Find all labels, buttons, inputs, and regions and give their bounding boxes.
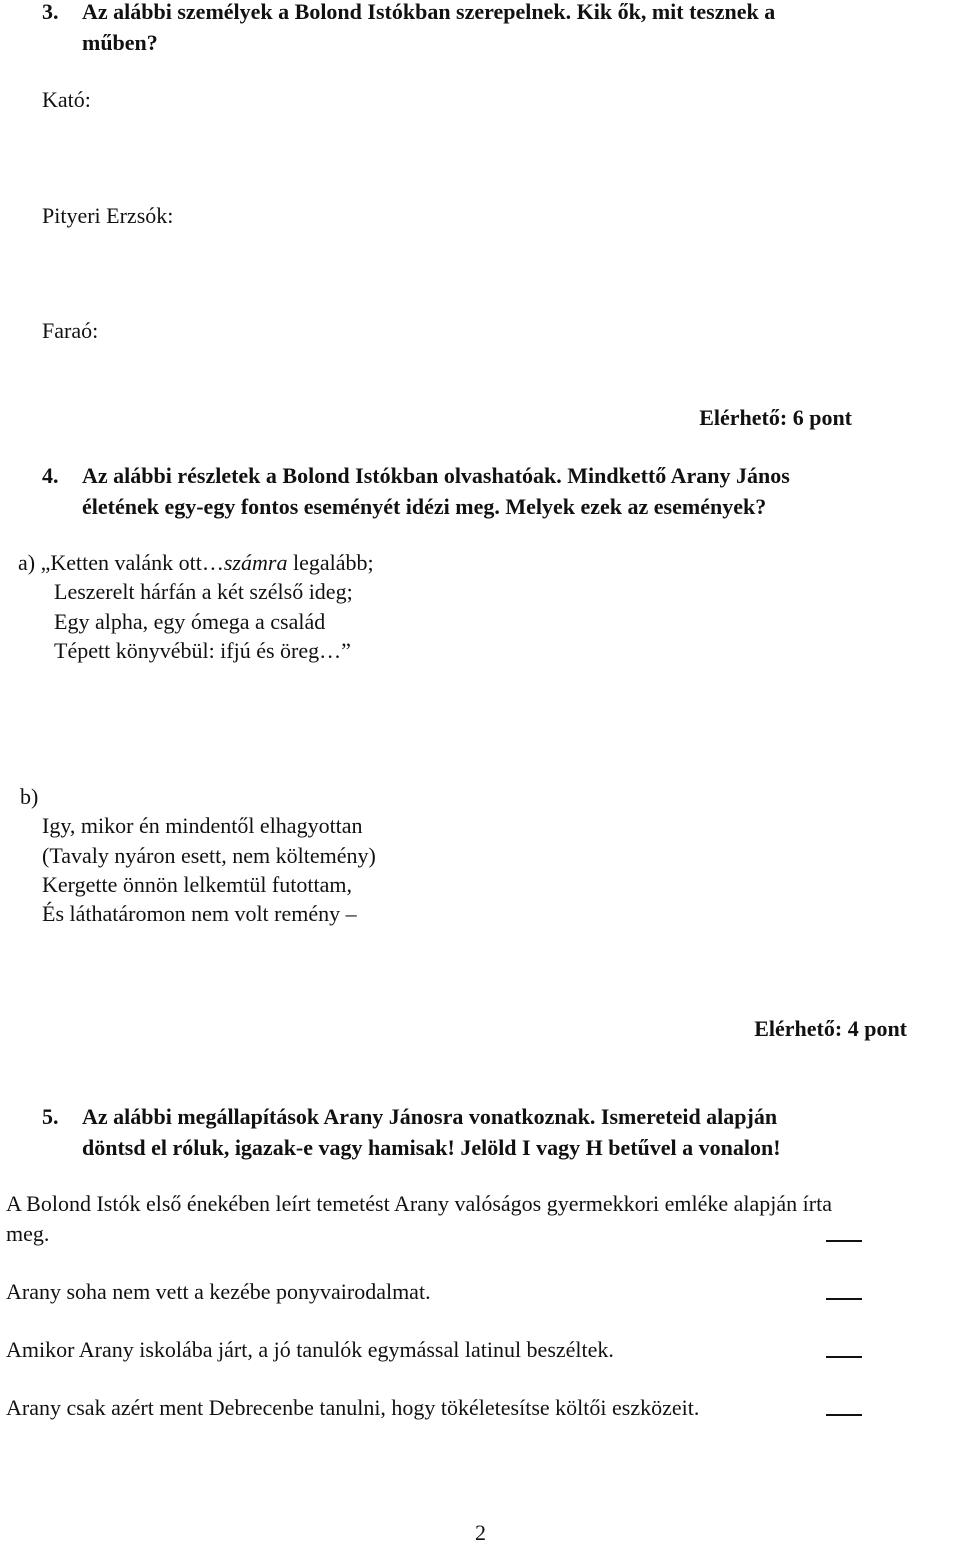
question-4-number: 4. <box>42 463 59 488</box>
question-3-points: Elérhető: 6 pont <box>699 405 852 430</box>
statement-3: Amikor Arany iskolába járt, a jó tanulók egymással latinul beszéltek. <box>6 1337 614 1362</box>
page-number: 2 <box>475 1520 486 1545</box>
statement-1-line-1: A Bolond Istók első énekében leírt temetést Arany valóságos gyermekkori emléke alapján írta <box>6 1191 832 1216</box>
excerpt-a-line-2: Leszerelt hárfán a két szélső ideg; <box>54 579 353 604</box>
excerpt-a-open: „Ketten valánk ott… <box>40 550 224 575</box>
character-farao: Faraó: <box>42 318 99 343</box>
question-5-line-2: döntsd el róluk, igazak-e vagy hamisak! Jelöld I vagy H betűvel a vonalon! <box>82 1135 781 1160</box>
excerpt-b-line-4: És láthatáromon nem volt remény – <box>42 901 357 926</box>
answer-blank-1[interactable] <box>826 1240 862 1242</box>
statement-1-line-2: meg. <box>6 1221 50 1246</box>
question-4-line-2: életének egy-egy fontos eseményét idézi meg. Melyek ezek az események? <box>82 494 767 519</box>
excerpt-b-line-3: Kergette önnön lelkemtül futottam, <box>42 872 352 897</box>
excerpt-a-line-4: Tépett könyvébül: ifjú és öreg…” <box>54 638 351 663</box>
excerpt-a-rest: legalább; <box>287 550 374 575</box>
question-5-line-1 <box>42 1101 777 1132</box>
question-5-number: 5. <box>42 1104 59 1129</box>
statement-4: Arany csak azért ment Debrecenbe tanulni, hogy tökéletesítse költői eszközeit. <box>6 1395 700 1420</box>
excerpt-a-italic: számra <box>223 550 288 575</box>
excerpt-b-line-1: Igy, mikor én mindentől elhagyottan <box>42 813 363 838</box>
question-4-line-1 <box>42 460 790 491</box>
question-3-number: 3. <box>42 0 59 24</box>
question-3-line-1 <box>42 0 775 27</box>
excerpt-b-label: b) <box>20 784 39 809</box>
question-4-text: Az alábbi részletek a Bolond Istókban olvashatóak. Mindkettő Arany János <box>82 463 790 488</box>
character-pityeri-erzsok: Pityeri Erzsók: <box>42 203 174 228</box>
answer-blank-3[interactable] <box>826 1356 862 1358</box>
statement-2: Arany soha nem vett a kezébe ponyvairodalmat. <box>6 1279 431 1304</box>
question-3-text: Az alábbi személyek a Bolond Istókban szerepelnek. Kik ők, mit tesznek a <box>82 0 776 24</box>
excerpt-a-line-1 <box>18 548 374 578</box>
answer-blank-4[interactable] <box>826 1414 862 1416</box>
answer-blank-2[interactable] <box>826 1298 862 1300</box>
question-3-line-2: műben? <box>82 30 158 55</box>
excerpt-b-line-2: (Tavaly nyáron esett, nem költemény) <box>42 843 376 868</box>
character-kato: Kató: <box>42 87 91 112</box>
excerpt-a-label: a) <box>18 550 36 575</box>
excerpt-a-line-3: Egy alpha, egy ómega a család <box>54 609 326 634</box>
question-4-points: Elérhető: 4 pont <box>754 1016 907 1041</box>
question-5-text: Az alábbi megállapítások Arany Jánosra vonatkoznak. Ismereteid alapján <box>82 1104 778 1129</box>
